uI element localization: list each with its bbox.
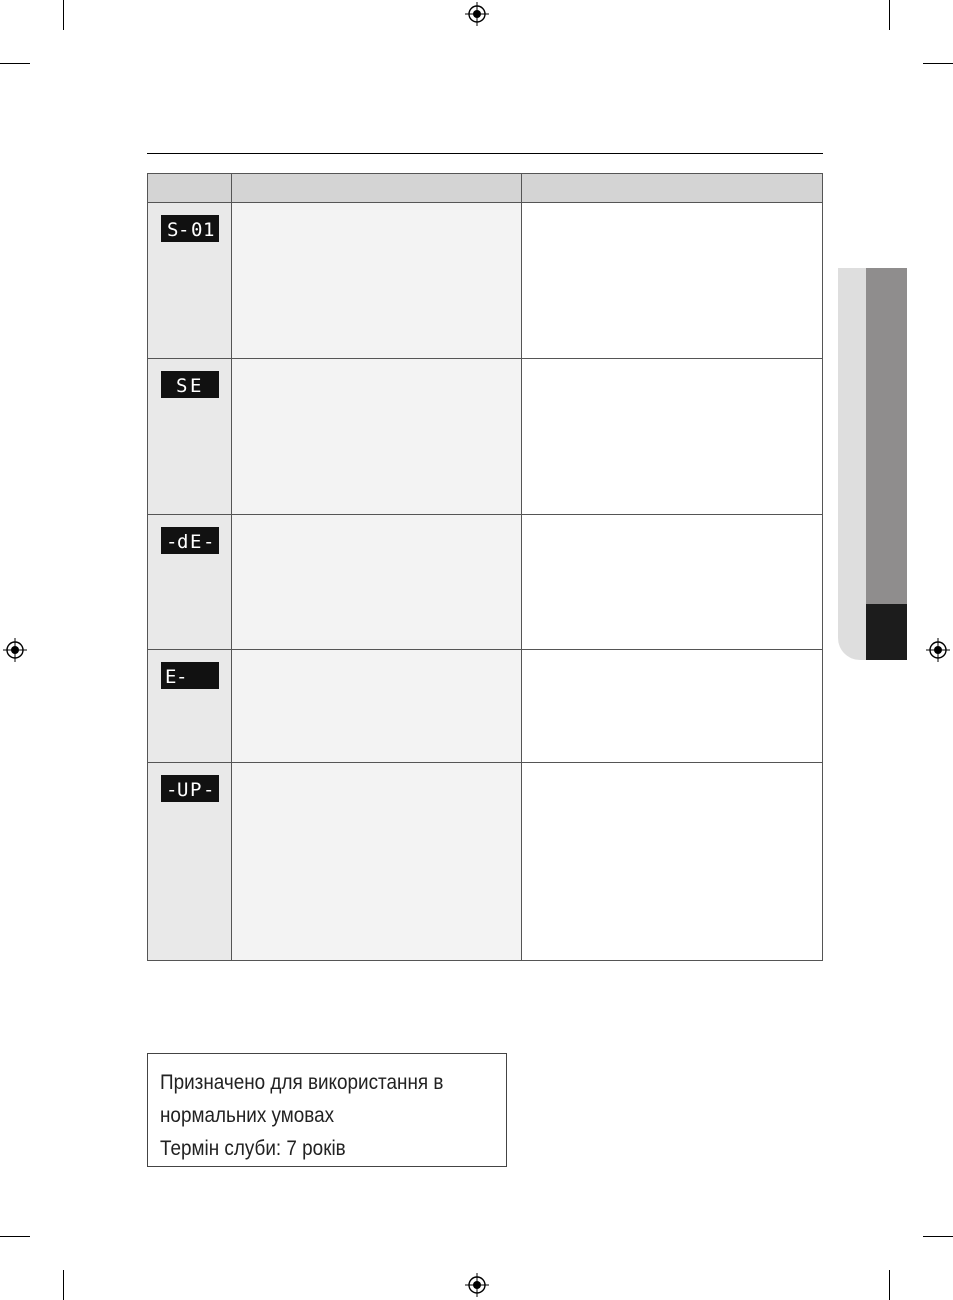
- led-char: E: [190, 375, 202, 397]
- error-code-cell: [148, 203, 232, 359]
- error-code-table: [147, 173, 823, 961]
- registration-mark-icon: [926, 638, 950, 662]
- led-char: E: [190, 531, 202, 553]
- action-cell: [522, 763, 823, 961]
- cause-cell: [232, 763, 522, 961]
- led-char: -: [203, 779, 215, 801]
- crop-mark: [923, 63, 953, 64]
- table-row: [148, 359, 823, 515]
- led-char: -: [178, 219, 190, 241]
- section-rule: [147, 153, 823, 154]
- crop-mark: [889, 0, 890, 30]
- led-display: [161, 775, 219, 802]
- led-char: -: [166, 779, 178, 801]
- chapter-tab-marker: [866, 604, 907, 660]
- action-cell: [522, 650, 823, 763]
- notice-line: Термін слуби: 7 років: [160, 1137, 346, 1160]
- cause-cell: [232, 515, 522, 650]
- table-row: [148, 203, 823, 359]
- error-code-cell: [148, 515, 232, 650]
- led-char: -: [203, 531, 215, 553]
- led-char: S: [167, 219, 179, 241]
- registration-mark-icon: [465, 1273, 489, 1297]
- registration-mark-icon: [3, 638, 27, 662]
- led-char: 1: [203, 219, 215, 241]
- cause-cell: [232, 203, 522, 359]
- crop-mark: [0, 1236, 30, 1237]
- cause-cell: [232, 359, 522, 515]
- chapter-tab: [866, 268, 907, 604]
- table-row: [148, 650, 823, 763]
- crop-mark: [63, 1270, 64, 1300]
- crop-mark: [923, 1236, 953, 1237]
- led-char: d: [177, 531, 189, 553]
- cause-cell: [232, 650, 522, 763]
- led-char: S: [176, 375, 188, 397]
- action-cell: [522, 515, 823, 650]
- crop-mark: [889, 1270, 890, 1300]
- table-header-row: [148, 174, 823, 203]
- table-row: [148, 515, 823, 650]
- error-code-cell: [148, 763, 232, 961]
- notice-line: Призначено для використання в: [160, 1071, 444, 1094]
- crop-mark: [63, 0, 64, 30]
- led-char: -: [166, 531, 178, 553]
- led-char: P: [190, 779, 202, 801]
- header-cell-cause: [232, 174, 522, 203]
- led-display: [161, 662, 219, 689]
- header-cell-action: [522, 174, 823, 203]
- led-char: -: [176, 666, 188, 688]
- registration-mark-icon: [465, 2, 489, 26]
- led-char: U: [177, 779, 189, 801]
- action-cell: [522, 359, 823, 515]
- led-display: [161, 371, 219, 398]
- chapter-tab-background: [838, 268, 866, 660]
- led-display: [161, 215, 219, 242]
- error-code-cell: [148, 359, 232, 515]
- crop-mark: [0, 63, 30, 64]
- led-char: 0: [191, 219, 203, 241]
- notice-line: нормальних умовах: [160, 1104, 335, 1127]
- table-row: [148, 763, 823, 961]
- action-cell: [522, 203, 823, 359]
- error-code-cell: [148, 650, 232, 763]
- header-cell-code: [148, 174, 232, 203]
- led-display: [161, 527, 219, 554]
- led-char: E: [165, 666, 177, 688]
- service-life-notice: [147, 1053, 507, 1167]
